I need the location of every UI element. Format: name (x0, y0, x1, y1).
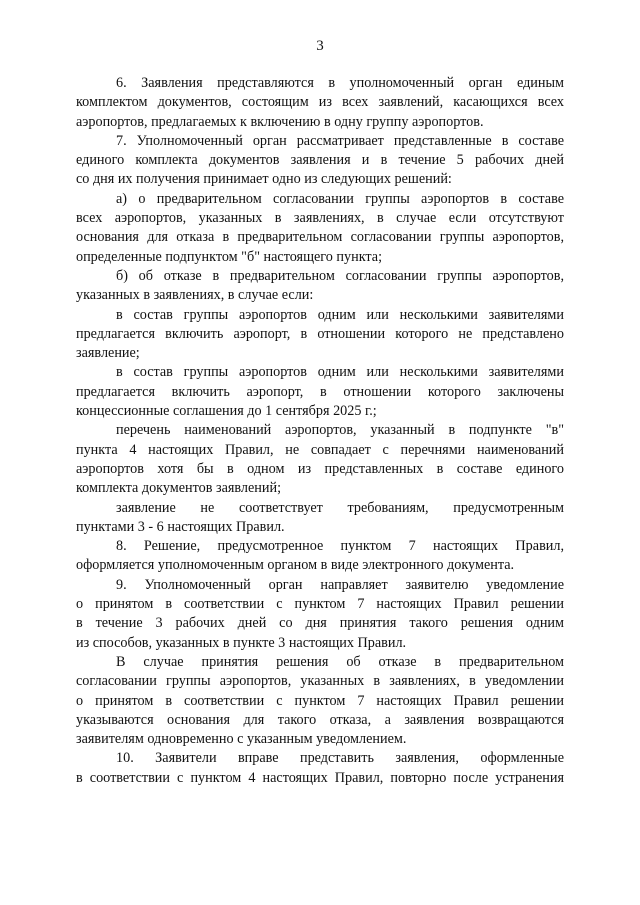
text-line: комплектом документов, состоящим из всех заявлений, касающихся всех (76, 94, 564, 111)
text-line: в состав группы аэропортов одним или несколькими заявителями (116, 306, 564, 323)
text-line: заявление; (76, 345, 140, 362)
text-line: а) о предварительном согласовании группы аэропортов в составе (116, 190, 564, 207)
text-line: всех аэропортов, указанных в заявлениях, в случае если отсутствуют (76, 210, 564, 227)
text-line: концессионные соглашения до 1 сентября 2025 г.; (76, 403, 377, 420)
text-line: указываются основания для такого отказа, а заявления возвращаются (76, 711, 564, 728)
text-line: основания для отказа в предварительном согласовании группы аэропортов, (76, 229, 564, 246)
paragraph-8 (76, 537, 564, 576)
paragraph-9 (76, 576, 564, 653)
paragraph-9-refusal (76, 653, 564, 749)
text-line: заявление не соответствует требованиям, предусмотренным (116, 499, 564, 516)
paragraph-7b-item-3 (76, 421, 564, 498)
text-line: 7. Уполномоченный орган рассматривает представленные в составе (116, 132, 564, 149)
text-line: со дня их получения принимает одно из следующих решений: (76, 171, 452, 188)
text-line: в состав группы аэропортов одним или несколькими заявителями (116, 364, 564, 381)
text-line: заявителям одновременно с указанным уведомлением. (76, 731, 407, 748)
text-line: единого комплекта документов заявления и в течение 5 рабочих дней (76, 152, 564, 169)
text-line: в соответствии с пунктом 4 настоящих Правил, повторно после устранения (76, 769, 564, 786)
page-number: 3 (316, 38, 324, 54)
paragraph-7b-item-1 (76, 306, 564, 364)
text-line: б) об отказе в предварительном согласовании группы аэропортов, (116, 267, 564, 284)
document-body (76, 74, 564, 788)
text-line: из способов, указанных в пункте 3 настоящих Правил. (76, 634, 407, 651)
text-line: 10. Заявители вправе представить заявления, оформленные (116, 750, 564, 767)
paragraph-7 (76, 132, 564, 190)
text-line: 6. Заявления представляются в уполномоченный орган единым (116, 75, 564, 91)
text-line: предлагается включить аэропорт, в отношении которого не представлено (76, 325, 564, 342)
paragraph-7b-item-2 (76, 363, 564, 421)
paragraph-7a (76, 190, 564, 267)
text-line: о принятом в соответствии с пунктом 7 настоящих Правил решении (76, 692, 564, 709)
text-line: В случае принятия решения об отказе в предварительном (116, 653, 564, 670)
text-line: указанных в заявлениях, в случае если: (76, 287, 314, 304)
text-line: пункта 4 настоящих Правил, не совпадает с перечнями наименований (76, 441, 564, 458)
text-line: комплекта документов заявлений; (76, 480, 282, 497)
text-line: о принятом в соответствии с пунктом 7 настоящих Правил решении (76, 596, 564, 613)
text-line: 8. Решение, предусмотренное пунктом 7 настоящих Правил, (116, 538, 564, 555)
text-line: в течение 3 рабочих дней со дня принятия такого решения одним (76, 615, 564, 632)
text-line: перечень наименований аэропортов, указанный в подпункте "в" (116, 422, 564, 439)
paragraph-10 (76, 749, 564, 788)
text-line: пунктами 3 - 6 настоящих Правил. (76, 518, 285, 535)
text-line: аэропортов, предлагаемых к включению в одну группу аэропортов. (76, 113, 484, 130)
text-line: аэропортов хотя бы в одном из представленных в составе единого (76, 460, 564, 477)
text-line: оформляется уполномоченным органом в виде электронного документа. (76, 557, 515, 574)
text-line: определенные подпунктом "б" настоящего пункта; (76, 248, 383, 265)
text-line: 9. Уполномоченный орган направляет заявителю уведомление (116, 576, 564, 593)
paragraph-6 (76, 74, 564, 132)
paragraph-7b (76, 267, 564, 306)
text-line: предлагается включить аэропорт, в отношении которого заключены (76, 383, 564, 400)
paragraph-7b-item-4 (76, 499, 564, 538)
text-line: согласовании группы аэропортов, указанных в заявлениях, в уведомлении (76, 673, 564, 690)
